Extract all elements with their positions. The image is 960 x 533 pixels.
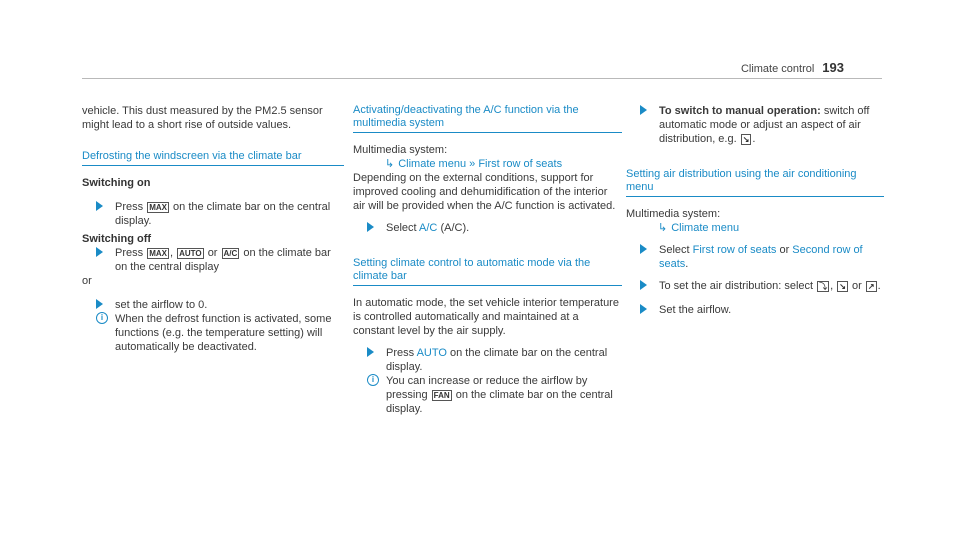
step-arrow-icon bbox=[367, 222, 374, 232]
menu-separator-icon: » bbox=[469, 158, 476, 170]
switch-on-title: Switching on bbox=[82, 177, 151, 189]
ac-heading: Activating/deactivating the A/C function via the multimedia system bbox=[353, 104, 622, 133]
max-defrost-icon: MAX bbox=[149, 203, 167, 212]
air-distribution-step: To set the air distribution: select ⤵ , ↘ or ↗ . bbox=[626, 279, 884, 293]
airflow-windscreen-icon: ⤵ bbox=[819, 282, 828, 291]
step-arrow-icon bbox=[96, 247, 103, 257]
menu-hook-icon: ↳ bbox=[658, 222, 668, 234]
set-airflow-step: Set the airflow. bbox=[626, 303, 884, 317]
auto-mode-heading: Setting climate control to automatic mode via the climate bar bbox=[353, 257, 622, 286]
auto-mode-paragraph: In automatic mode, the set vehicle interior temperature is controlled automatically and maintained at a constant level by the air supply. bbox=[353, 297, 619, 337]
step-arrow-icon bbox=[640, 105, 647, 115]
switch-off-step: Press MAX , AUTO or A/C on the climate bar on the central display bbox=[82, 246, 344, 274]
multimedia-label: Multimedia system: bbox=[353, 144, 448, 156]
climate-menu-link: Climate menu bbox=[398, 158, 467, 170]
column-2 bbox=[353, 104, 622, 416]
auto-icon: AUTO bbox=[179, 249, 202, 258]
column-1 bbox=[82, 104, 344, 354]
airflow-note: i You can increase or reduce the airflow by pressing FAN on the climate bar on the central display. bbox=[353, 374, 622, 416]
info-icon: i bbox=[367, 374, 379, 386]
airflow-step: set the airflow to 0. bbox=[82, 298, 344, 312]
switch-off-title: Switching off bbox=[82, 233, 152, 245]
menu-hook-icon: ↳ bbox=[385, 158, 395, 170]
multimedia-label: Multimedia system: bbox=[626, 208, 721, 220]
ac-paragraph: Depending on the external conditions, support for improved cooling and dehumidification of the interior air will be provided when the A/C function is activated. bbox=[353, 172, 616, 212]
info-icon: i bbox=[96, 312, 108, 324]
defrost-heading: Defrosting the windscreen via the climate bar bbox=[82, 150, 344, 166]
step-arrow-icon bbox=[640, 304, 647, 314]
airflow-down-icon: ↘ bbox=[742, 135, 750, 144]
section-title: Climate control bbox=[740, 63, 815, 75]
switch-on-step: Press MAX on the climate bar on the central display. bbox=[82, 200, 344, 228]
airflow-up-icon: ↗ bbox=[867, 282, 875, 291]
defrost-note: i When the defrost function is activated, some functions (e.g. the temperature setting) will automatically be deactivated. bbox=[82, 312, 344, 354]
step-arrow-icon bbox=[96, 299, 103, 309]
step-arrow-icon bbox=[640, 280, 647, 290]
step-arrow-icon bbox=[367, 347, 374, 357]
max-defrost-icon: MAX bbox=[149, 249, 167, 258]
select-ac-step: Select A/C (A/C). bbox=[353, 221, 622, 235]
menu-path bbox=[626, 221, 884, 235]
page-header bbox=[741, 61, 844, 76]
first-row-link: First row of seats bbox=[478, 158, 563, 170]
header-rule bbox=[82, 78, 882, 79]
step-arrow-icon bbox=[640, 244, 647, 254]
or-text: or bbox=[82, 275, 92, 287]
select-seats-step: Select First row of seats or Second row of seats. bbox=[626, 243, 884, 271]
manual-operation-step: To switch to manual operation: switch off automatic mode or adjust an aspect of air distribution, e.g. ↘ . bbox=[626, 104, 884, 146]
airflow-down-icon: ↘ bbox=[839, 282, 846, 291]
page-number: 193 bbox=[822, 60, 844, 75]
press-auto-step: Press AUTO on the climate bar on the central display. bbox=[353, 346, 622, 374]
step-arrow-icon bbox=[96, 201, 103, 211]
menu-path bbox=[353, 157, 622, 171]
climate-menu-link: Climate menu bbox=[671, 222, 740, 234]
column-3 bbox=[626, 104, 884, 317]
air-distribution-heading: Setting air distribution using the air conditioning menu bbox=[626, 168, 884, 197]
fan-icon: FAN bbox=[433, 391, 450, 400]
ac-icon: A/C bbox=[223, 249, 238, 258]
intro-text: vehicle. This dust measured by the PM2.5 sensor might lead to a short rise of outside values. bbox=[82, 105, 323, 131]
